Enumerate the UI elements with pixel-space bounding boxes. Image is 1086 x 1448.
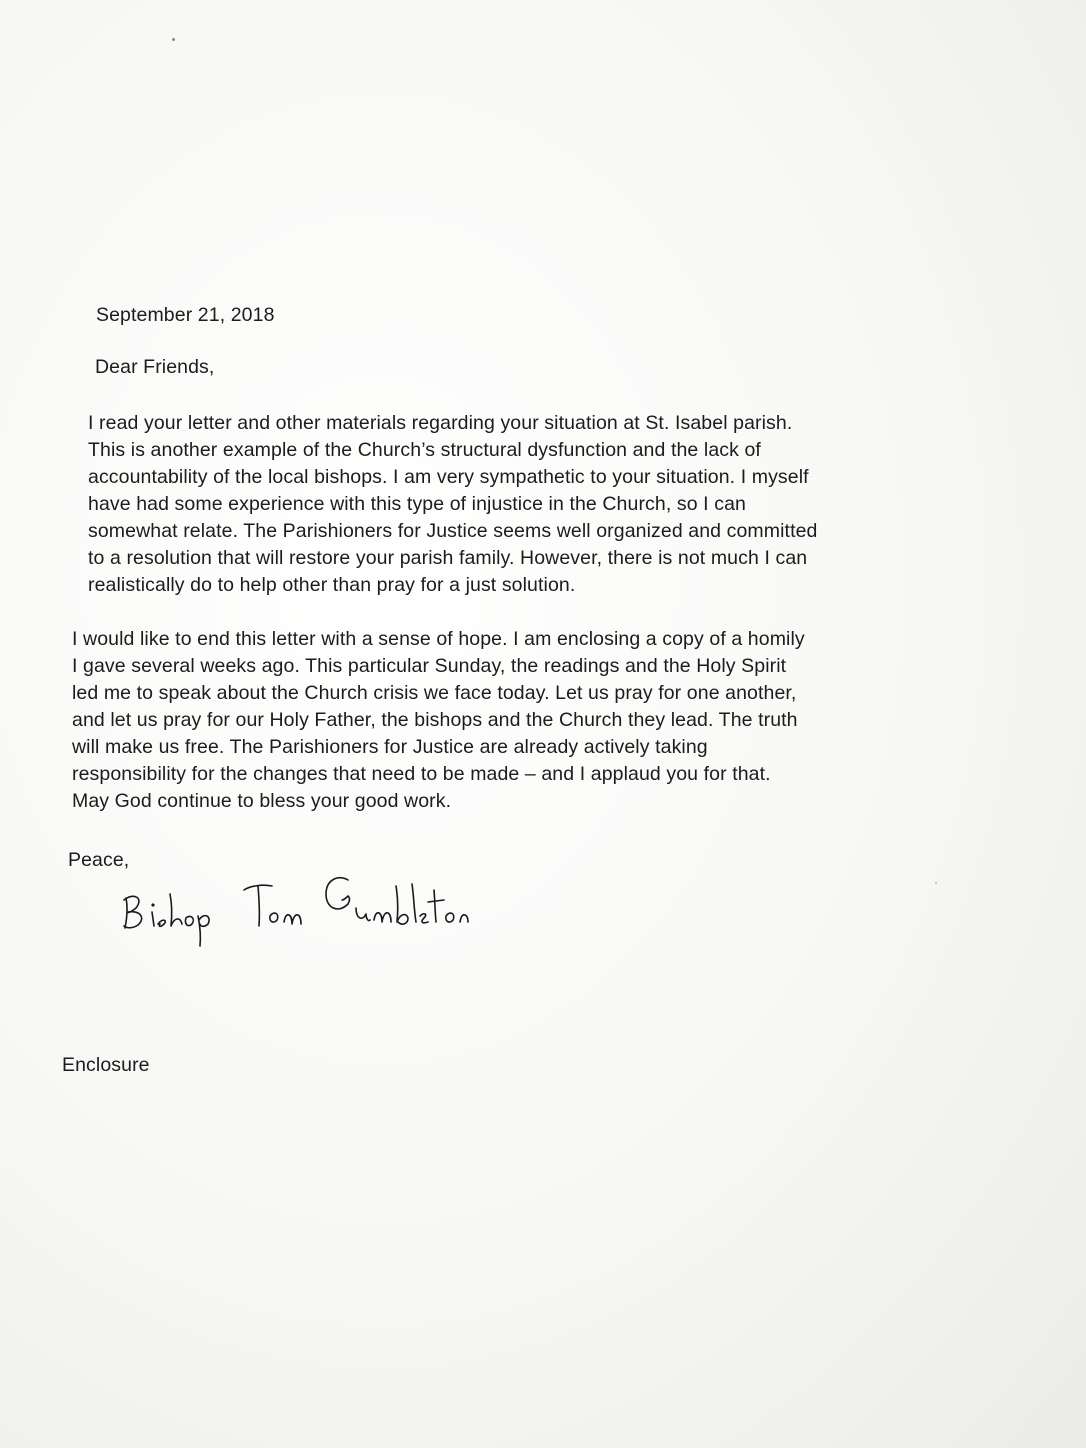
paragraph-line: led me to speak about the Church crisis we face today. Let us pray for one another,: [72, 682, 797, 704]
paragraph-line: have had some experience with this type of injustice in the Church, so I can: [88, 493, 746, 515]
enclosure-label: Enclosure: [62, 1054, 150, 1076]
letter-date: September 21, 2018: [96, 304, 275, 326]
paragraph-line: This is another example of the Church’s structural dysfunction and the lack of: [88, 439, 761, 461]
paragraph-1: [88, 410, 817, 599]
paragraph-line: I gave several weeks ago. This particular Sunday, the readings and the Holy Spirit: [72, 655, 787, 677]
paragraph-line: to a resolution that will restore your parish family. However, there is not much I can: [88, 547, 808, 569]
paragraph-line: I read your letter and other materials regarding your situation at St. Isabel parish.: [88, 412, 793, 434]
paragraph-line: realistically do to help other than pray for a just solution.: [88, 574, 576, 596]
letter-salutation: Dear Friends,: [95, 356, 215, 378]
handwritten-signature: [112, 868, 482, 948]
paragraph-line: and let us pray for our Holy Father, the bishops and the Church they lead. The truth: [72, 709, 798, 731]
paragraph-line: responsibility for the changes that need to be made – and I applaud you for that.: [72, 763, 771, 785]
paragraph-line: accountability of the local bishops. I am very sympathetic to your situation. I myself: [88, 466, 809, 488]
paragraph-line: I would like to end this letter with a sense of hope. I am enclosing a copy of a homily: [72, 628, 805, 650]
paper-speck: [935, 882, 937, 884]
paragraph-line: will make us free. The Parishioners for Justice are already actively taking: [72, 736, 708, 758]
paper-speck: [172, 38, 175, 41]
paragraph-2: [72, 626, 805, 815]
letter-closing: Peace,: [68, 849, 130, 871]
paragraph-line: somewhat relate. The Parishioners for Justice seems well organized and committed: [88, 520, 818, 542]
paragraph-line: May God continue to bless your good work.: [72, 790, 452, 812]
